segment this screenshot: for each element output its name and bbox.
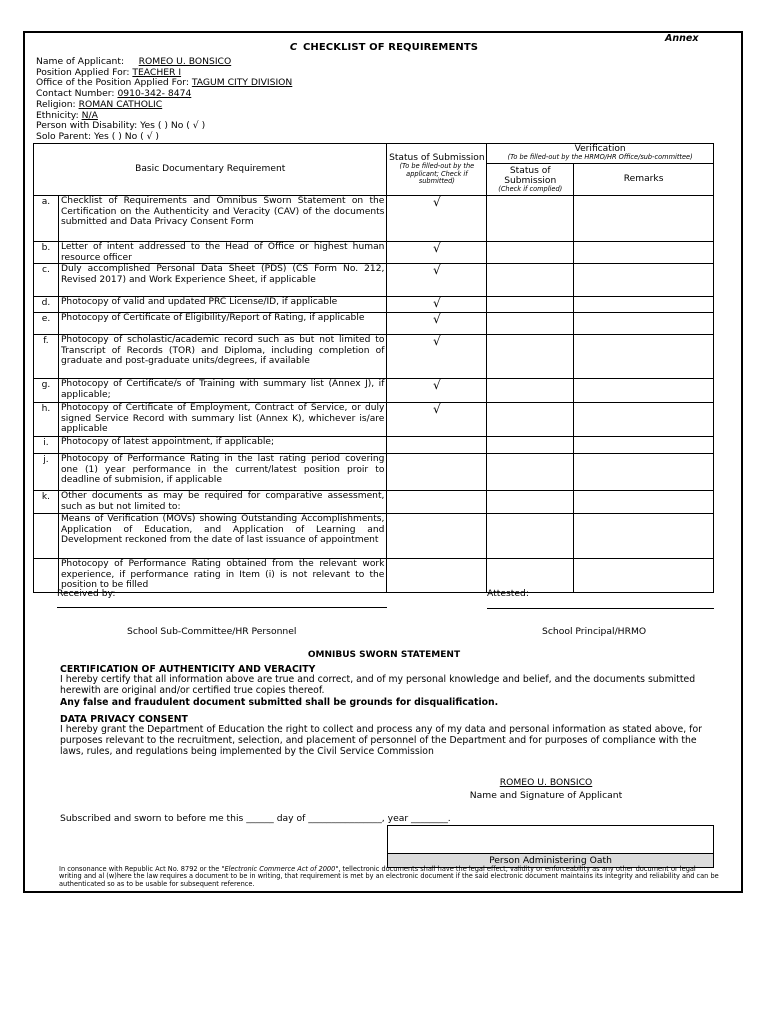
applicant-signature-caption: Name and Signature of Applicant <box>469 790 623 801</box>
received-by-label: Received by: <box>57 588 116 599</box>
row-remarks[interactable] <box>574 335 714 379</box>
attested-role: School Principal/HRMO <box>542 626 647 637</box>
row-remarks[interactable] <box>574 264 714 297</box>
row-status-check[interactable] <box>387 491 487 514</box>
row-verification-status[interactable] <box>487 514 574 559</box>
table-row <box>34 454 714 491</box>
row-status-check[interactable]: √ <box>387 264 487 297</box>
table-row <box>34 313 714 335</box>
title-prefix: C <box>289 42 298 53</box>
row-remarks[interactable] <box>574 242 714 264</box>
row-status-check[interactable]: √ <box>387 403 487 437</box>
row-status-check[interactable] <box>387 514 487 559</box>
row-verification-status[interactable] <box>487 491 574 514</box>
footnote-pre: In consonance with Republic Act No. 8792 or the " <box>59 865 225 873</box>
oath-box <box>387 825 714 868</box>
pwd-row: Person with Disability: Yes ( ) No ( √ ) <box>36 120 206 132</box>
annex-label: Annex <box>665 33 699 44</box>
row-status-check[interactable]: √ <box>387 379 487 403</box>
attested-label: Attested: <box>487 588 529 599</box>
row-verification-status[interactable] <box>487 242 574 264</box>
row-letter: d. <box>34 297 59 313</box>
row-letter <box>34 514 59 559</box>
row-status-check[interactable]: √ <box>387 297 487 313</box>
row-verification-status[interactable] <box>487 297 574 313</box>
row-requirement: Checklist of Requirements and Omnibus Sworn Statement on the Certification on the Authenticity and Veracity (CAV) of the documents submitted and Data Privacy Consent Form <box>58 196 386 242</box>
table-row <box>34 559 714 593</box>
header-verification-text: Verification <box>574 144 626 155</box>
received-by-role: School Sub-Committee/HR Personnel <box>127 626 297 637</box>
row-requirement: Photocopy of Certificate of Employment, Contract of Service, or duly signed Service Record with summary list (Annex K), whichever is/are applicable <box>58 403 386 437</box>
table-row <box>34 437 714 454</box>
row-requirement: Duly accomplished Personal Data Sheet (PDS) (CS Form No. 212, Revised 2017) and Work Experience Sheet, if applicable <box>58 264 386 297</box>
table-row <box>34 264 714 297</box>
office-value: TAGUM CITY DIVISION <box>191 77 293 89</box>
position-label: Position Applied For: <box>36 66 130 78</box>
table-row <box>34 297 714 313</box>
header-verification-note: (To be filled-out by the HRMO/HR Office/sub-committee) <box>507 153 693 162</box>
requirements-table <box>33 143 714 593</box>
row-verification-status[interactable] <box>487 264 574 297</box>
row-verification-status[interactable] <box>487 335 574 379</box>
row-verification-status[interactable] <box>487 437 574 454</box>
row-letter: g. <box>34 379 59 403</box>
row-status-check[interactable] <box>387 437 487 454</box>
ethnicity-label: Ethnicity: <box>36 109 79 121</box>
row-requirement: Photocopy of Performance Rating in the last rating period covering one (1) year performance in the current/latest position proir to deadline of submision, if applicable <box>58 454 386 491</box>
page-title <box>0 42 768 53</box>
row-remarks[interactable] <box>574 313 714 335</box>
row-verification-status[interactable] <box>487 403 574 437</box>
row-requirement: Photocopy of scholastic/academic record such as but not limited to Transcript of Records (TOR) and Diploma, including completion of graduate and post-graduate units/degrees, if available <box>58 335 386 379</box>
table-row <box>34 491 714 514</box>
footnote <box>59 866 719 888</box>
row-requirement: Photocopy of Performance Rating obtained from the relevant work experience, if performance rating in Item (i) is not relevant to the position to be filled <box>58 559 386 593</box>
ethnicity-value: N/A <box>81 109 98 121</box>
header-remarks-text: Remarks <box>623 174 664 185</box>
row-letter: j. <box>34 454 59 491</box>
contact-value: 0910-342- 8474 <box>117 88 192 100</box>
row-letter: h. <box>34 403 59 437</box>
table-row <box>34 403 714 437</box>
row-status-check[interactable]: √ <box>387 313 487 335</box>
religion-value: ROMAN CATHOLIC <box>78 98 163 110</box>
table-row <box>34 379 714 403</box>
row-verification-status[interactable] <box>487 454 574 491</box>
header-remarks <box>574 164 714 196</box>
header-ver-status-text: Status of Submission <box>504 165 557 186</box>
oath-label: Person Administering Oath <box>388 853 713 867</box>
row-remarks[interactable] <box>574 196 714 242</box>
header-ver-status-note: (Check if complied) <box>498 184 563 193</box>
applicant-info <box>36 57 292 143</box>
header-status-text: Status of Submission <box>389 153 485 164</box>
row-requirement: Letter of intent addressed to the Head of Office or highest human resource officer <box>58 242 386 264</box>
cav-heading: CERTIFICATION OF AUTHENTICITY AND VERACITY <box>60 664 316 675</box>
row-letter: e. <box>34 313 59 335</box>
privacy-text: I hereby grant the Department of Education the right to collect and process any of my data and personal information as stated above, for purposes relevant to the recruitment, selection, and placement of personnel of the Department and for purposes of compliance with the laws, rules, and regulations being implemented by the Civil Service Commission <box>60 724 702 757</box>
position-value: TEACHER I <box>132 66 182 78</box>
footnote-post: ", tellectronic documents shall have the legal effect, validity or enforceability as any other document or legal writing and al (w)here the law requires a document to be in writing, that requirement is met by an electronic document if the said electronic document maintains its integrity and reliability and can be authenticated so as to be usable for subsequent reference. <box>59 865 719 888</box>
applicant-signature-name <box>0 777 768 788</box>
row-remarks[interactable] <box>574 559 714 593</box>
row-requirement: Photocopy of valid and updated PRC License/ID, if applicable <box>58 297 386 313</box>
row-letter: f. <box>34 335 59 379</box>
row-remarks[interactable] <box>574 514 714 559</box>
row-requirement: Photocopy of Certificate of Eligibility/Report of Rating, if applicable <box>58 313 386 335</box>
applicant-name: ROMEO U. BONSICO <box>138 56 232 67</box>
title-text: CHECKLIST OF REQUIREMENTS <box>302 42 479 53</box>
row-requirement: Photocopy of Certificate/s of Training with summary list (Annex J), if applicable; <box>58 379 386 403</box>
table-row <box>34 335 714 379</box>
footnote-italic: Electronic Commerce Act of 2000 <box>224 865 336 873</box>
row-status-check[interactable]: √ <box>387 196 487 242</box>
row-letter: i. <box>34 437 59 454</box>
row-status-check[interactable] <box>387 559 487 593</box>
row-letter: a. <box>34 196 59 242</box>
table-row <box>34 196 714 242</box>
row-letter: c. <box>34 264 59 297</box>
contact-label: Contact Number: <box>36 88 115 100</box>
table-row <box>34 514 714 559</box>
row-letter: k. <box>34 491 59 514</box>
row-remarks[interactable] <box>574 379 714 403</box>
applicant-signature-name-text: ROMEO U. BONSICO <box>499 777 593 788</box>
cav-text: I hereby certify that all information above are true and correct, and of my personal knowledge and belief, and the documents submitted herewith are original and/or certified true copies thereof. <box>60 674 696 696</box>
row-letter: b. <box>34 242 59 264</box>
row-requirement: Other documents as may be required for comparative assessment, such as but not limited to: <box>58 491 386 514</box>
omnibus-title: OMNIBUS SWORN STATEMENT <box>307 650 461 660</box>
header-requirement-text: Basic Documentary Requirement <box>135 164 286 175</box>
row-verification-status[interactable] <box>487 196 574 242</box>
religion-label: Religion: <box>36 98 76 110</box>
row-remarks[interactable] <box>574 454 714 491</box>
table-row <box>34 242 714 264</box>
row-status-check[interactable]: √ <box>387 242 487 264</box>
header-verification <box>487 144 714 164</box>
row-status-check[interactable]: √ <box>387 335 487 379</box>
row-verification-status[interactable] <box>487 313 574 335</box>
office-label: Office of the Position Applied For: <box>36 77 189 89</box>
cav-warning: Any false and fraudulent document submitted shall be grounds for disqualification. <box>60 697 499 708</box>
header-status-note: (To be filled-out by the applicant; Check if submitted) <box>399 162 475 186</box>
row-remarks[interactable] <box>574 491 714 514</box>
row-remarks[interactable] <box>574 297 714 313</box>
header-ver-status <box>487 164 574 196</box>
solo-parent-row: Solo Parent: Yes ( ) No ( √ ) <box>36 130 160 142</box>
header-requirement <box>34 144 387 196</box>
row-letter <box>34 559 59 593</box>
name-label: Name of Applicant: <box>36 56 125 67</box>
row-remarks[interactable] <box>574 437 714 454</box>
privacy-heading: DATA PRIVACY CONSENT <box>60 714 188 725</box>
row-requirement: Means of Verification (MOVs) showing Outstanding Accomplishments, Application of Education, and Application of Learning and Development reckoned from the date of last issuance of appointment <box>58 514 386 559</box>
subscribed-line: Subscribed and sworn to before me this ______ day of ________________, year ________. <box>60 813 451 824</box>
row-status-check[interactable] <box>387 454 487 491</box>
row-verification-status[interactable] <box>487 379 574 403</box>
received-by-signature-line <box>57 607 387 608</box>
row-remarks[interactable] <box>574 403 714 437</box>
attested-signature-line <box>487 608 714 609</box>
header-status <box>387 144 487 196</box>
row-requirement: Photocopy of latest appointment, if applicable; <box>58 437 386 454</box>
